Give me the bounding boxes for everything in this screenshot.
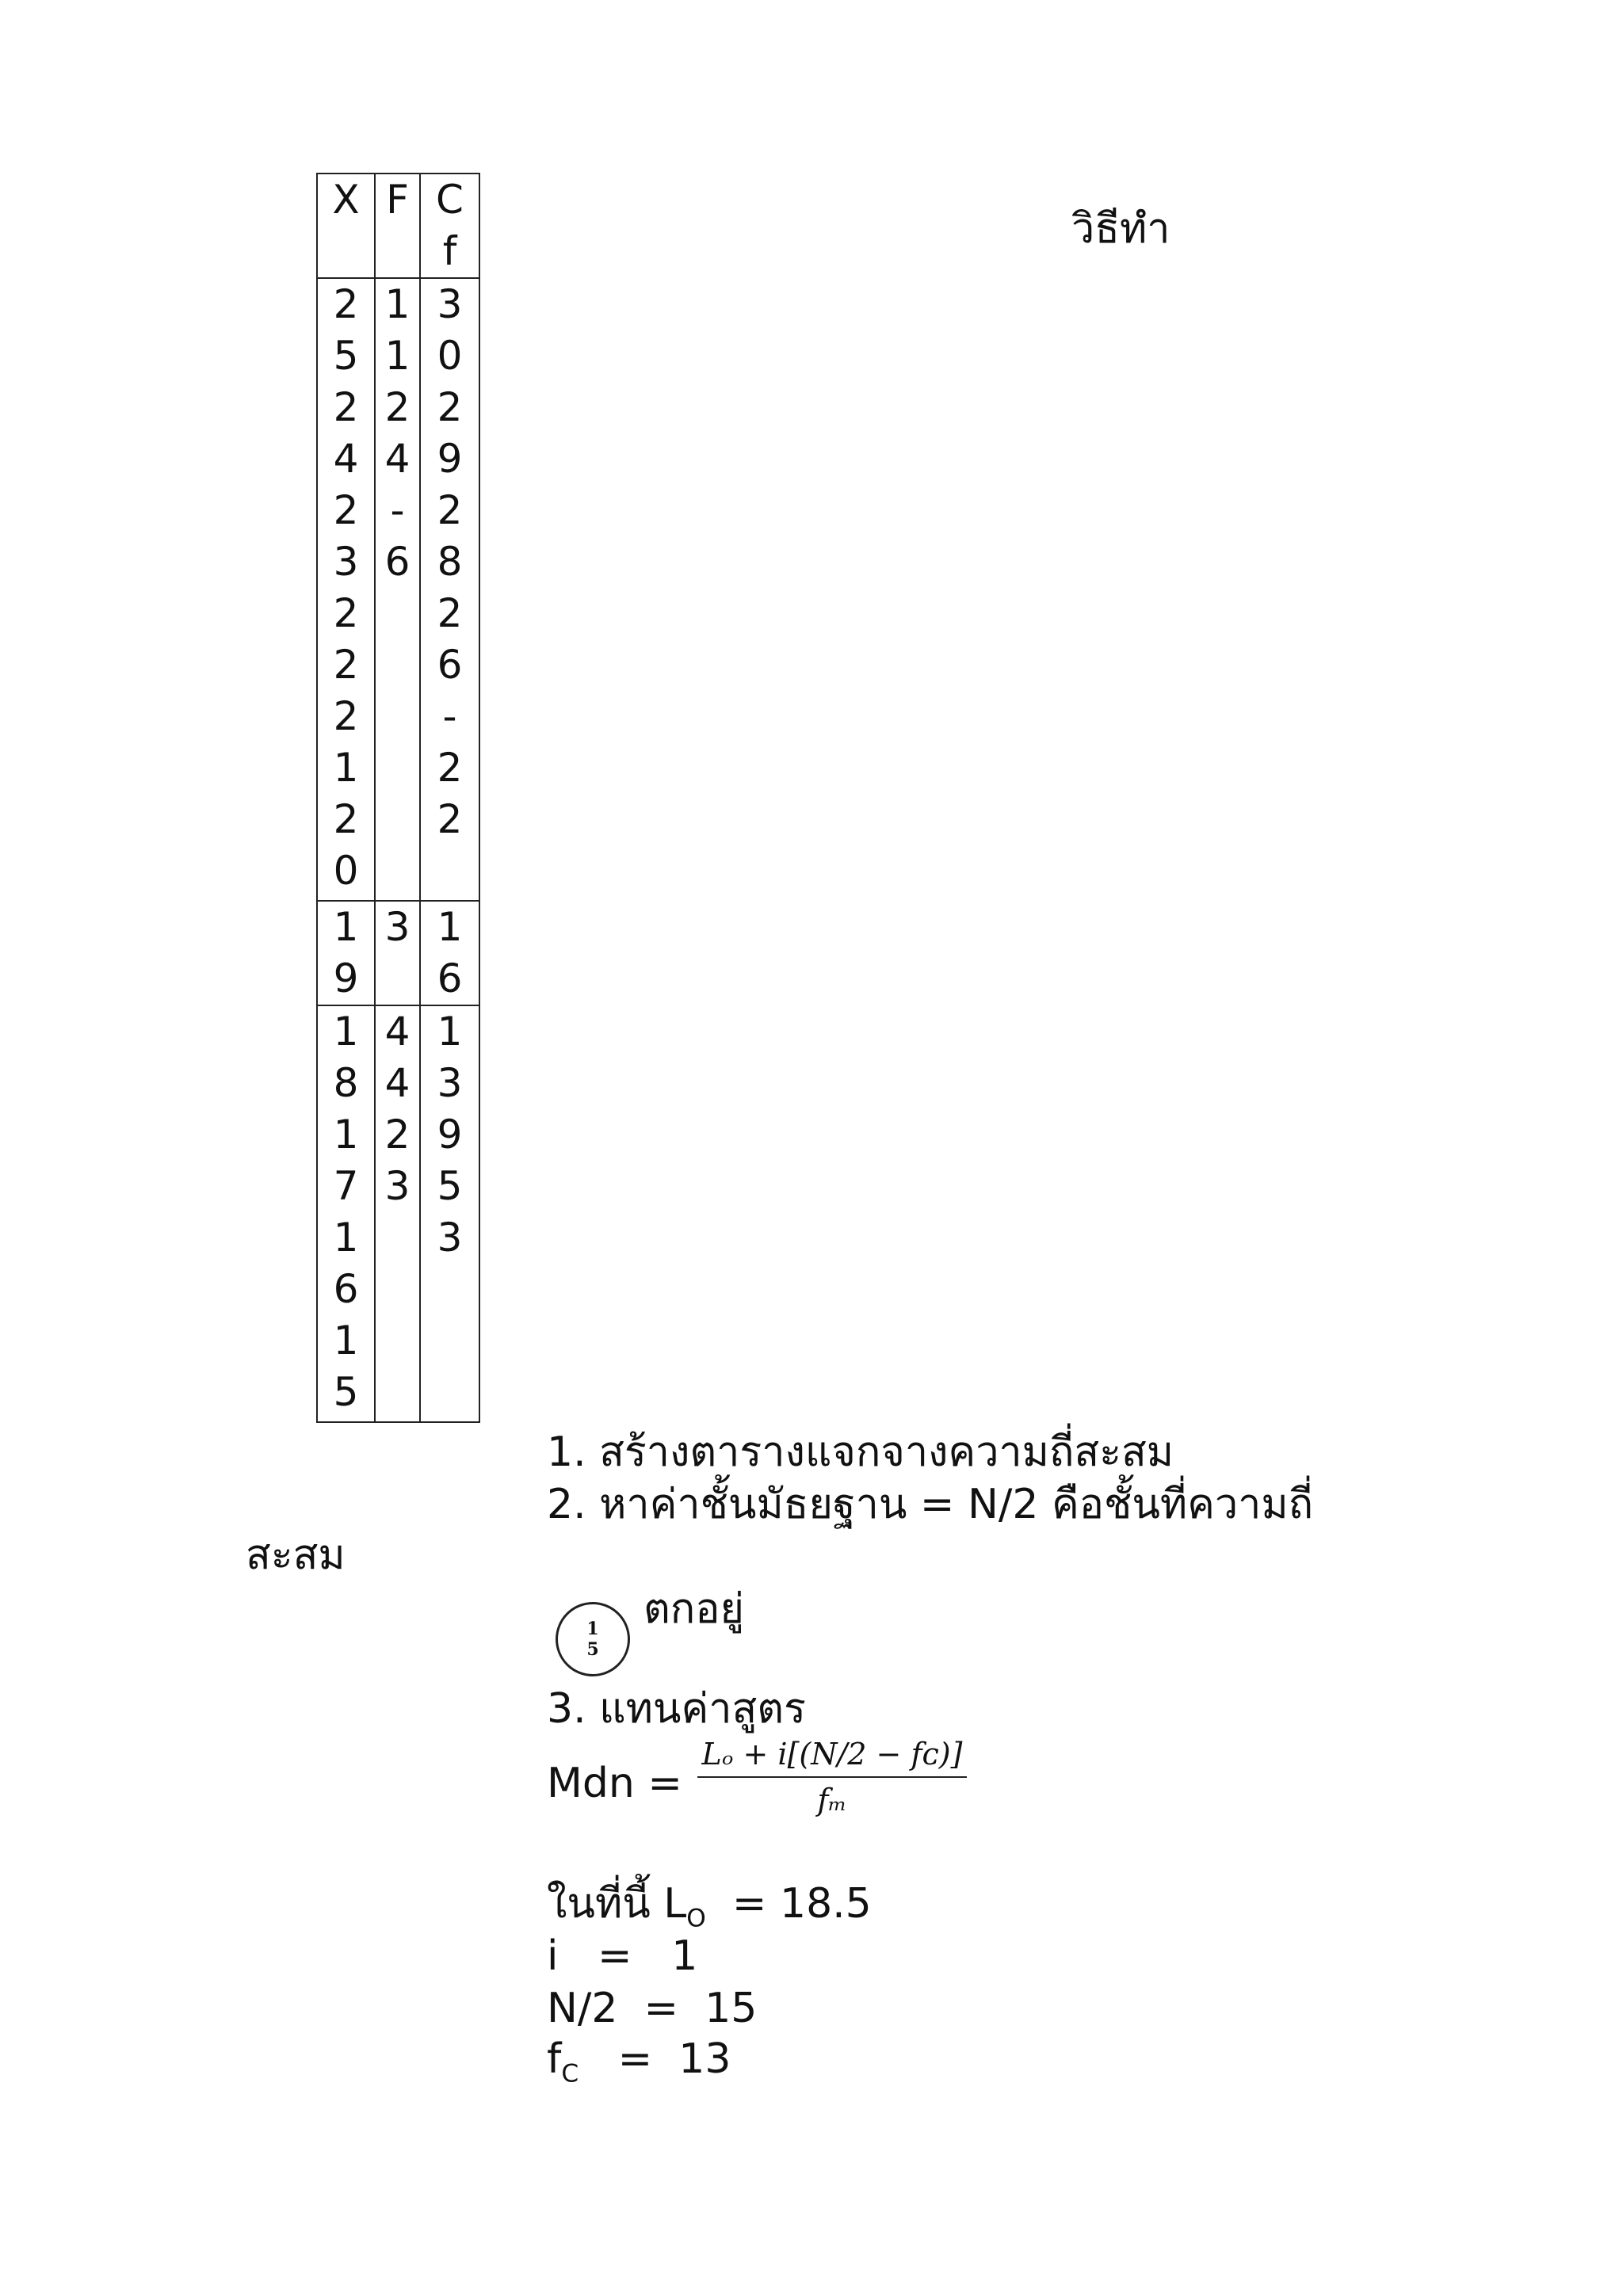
header-x: X — [317, 174, 375, 278]
method-heading: วิธีทำ — [1071, 205, 1170, 253]
value-i: i = 1 — [547, 1932, 698, 1980]
cumulative-frequency-table — [316, 173, 480, 1423]
table-cell: 4 4 2 3 — [375, 1005, 420, 1422]
value-fc — [547, 2033, 731, 2100]
value-fc-subscript: C — [561, 2059, 579, 2088]
header-f: F — [375, 174, 420, 278]
table-cell: 1 1 2 4 - 6 — [375, 278, 420, 901]
value-n-half: N/2 = 15 — [547, 1985, 758, 2032]
table-cell: 1 3 9 5 3 — [420, 1005, 479, 1422]
value-lo-subscript: O — [686, 1904, 706, 1933]
table-cell: 1 9 — [317, 901, 375, 1005]
step-1: 1. สร้างตารางแจกจางความถี่สะสม — [547, 1428, 1174, 1476]
table-cell: 1 8 1 7 1 6 1 5 — [317, 1005, 375, 1422]
value-fc-prefix: f — [547, 2035, 562, 2083]
header-cf: C f — [420, 174, 479, 278]
step-3: 3. แทนค่าสูตร — [547, 1685, 806, 1733]
step-2: 2. หาค่าชั้นมัธยฐาน = N/2 คือชั้นที่ความถี่ — [547, 1481, 1314, 1528]
fraction-bar — [697, 1776, 967, 1778]
formula-label: Mdn = — [547, 1760, 682, 1807]
table-cell: 2 5 2 4 2 3 2 2 2 1 2 0 — [317, 278, 375, 901]
table-cell: 3 0 2 9 2 8 2 6 - 2 2 — [420, 278, 479, 901]
table-header-row — [317, 174, 479, 278]
value-lo-prefix: ในที่นี้ L — [547, 1880, 687, 1928]
table-cell: 1 6 — [420, 901, 479, 1005]
falls-in-label: ตกอยู่ — [643, 1585, 744, 1633]
value-fc-number: = 13 — [579, 2035, 731, 2083]
formula-denominator: fₘ — [817, 1783, 847, 1817]
formula-numerator: Lₒ + i[(N/2 − fᴄ)] — [701, 1737, 963, 1772]
table-cell: 3 — [375, 901, 420, 1005]
circled-cumulative-value — [556, 1602, 630, 1676]
step-2-continuation: สะสม — [246, 1531, 346, 1579]
circled-digit-top: 1 — [586, 1619, 599, 1639]
median-formula — [697, 1735, 967, 1817]
table-row — [317, 901, 479, 1005]
circled-digit-bottom: 5 — [586, 1639, 599, 1660]
value-lo-number: = 18.5 — [705, 1880, 872, 1928]
table-row — [317, 278, 479, 901]
table-row — [317, 1005, 479, 1422]
